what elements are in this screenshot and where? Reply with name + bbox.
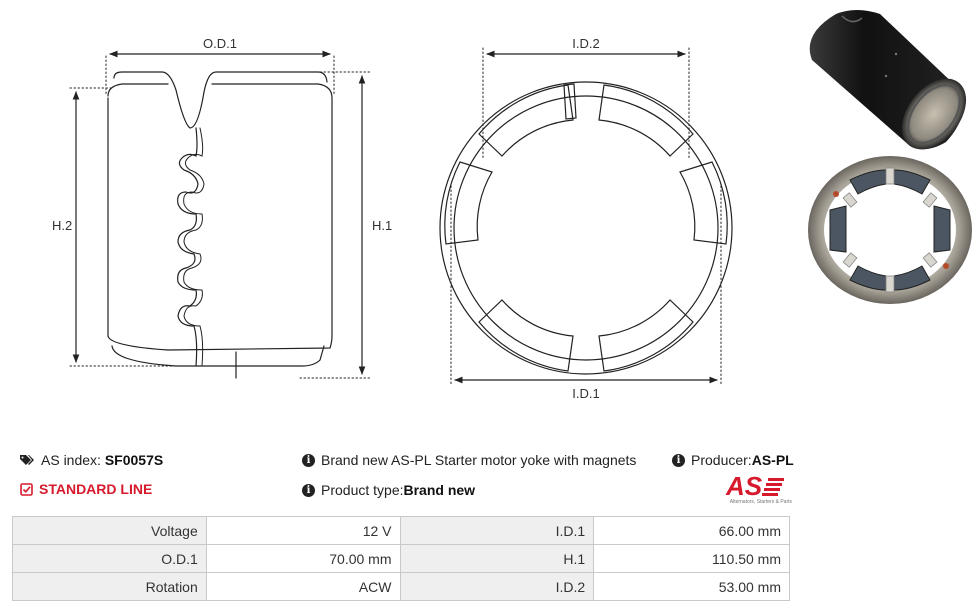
spec-value: 12 V — [206, 517, 400, 545]
product-type-info — [302, 481, 475, 499]
yoke-top-view — [440, 82, 732, 374]
spec-label: I.D.1 — [400, 517, 594, 545]
info-icon: i — [672, 454, 685, 467]
product-type-value: Brand new — [403, 482, 476, 498]
spec-value: 110.50 mm — [594, 545, 790, 573]
standard-line-label: STANDARD LINE — [39, 481, 153, 497]
producer-label: Producer: — [691, 452, 752, 468]
info-icon: i — [302, 454, 315, 467]
producer-value: AS-PL — [751, 452, 794, 468]
as-pl-logo-mark — [706, 471, 794, 505]
logo-text: AS — [726, 471, 763, 501]
as-index-value: SF0057S — [104, 452, 164, 468]
yoke-interior-photo[interactable] — [806, 154, 974, 306]
check-square-icon — [20, 483, 33, 496]
spec-value: ACW — [206, 573, 400, 601]
spec-label: Rotation — [13, 573, 207, 601]
product-type-label: Product type: — [321, 482, 404, 498]
spec-table — [12, 516, 790, 601]
spec-label: I.D.2 — [400, 573, 594, 601]
spec-value: 53.00 mm — [594, 573, 790, 601]
info-icon: i — [302, 484, 315, 497]
h1-label: H.1 — [372, 218, 393, 233]
table-row — [13, 545, 790, 573]
spec-label: H.1 — [400, 545, 594, 573]
description-text: Brand new AS-PL Starter motor yoke with magnets — [321, 452, 637, 468]
spec-label: Voltage — [13, 517, 207, 545]
spec-value: 70.00 mm — [206, 545, 400, 573]
h2-label: H.2 — [52, 218, 73, 233]
spec-value: 66.00 mm — [594, 517, 790, 545]
id1-label: I.D.1 — [572, 386, 600, 401]
producer-info — [672, 451, 794, 469]
as-pl-logo — [706, 471, 794, 505]
tags-icon — [20, 454, 35, 466]
id2-label: I.D.2 — [572, 36, 600, 51]
as-index-label: AS index: — [41, 452, 101, 468]
od1-label: O.D.1 — [203, 36, 237, 51]
table-row — [13, 517, 790, 545]
as-index-info — [20, 451, 163, 469]
logo-tagline: Alternators, Starters & Parts — [729, 499, 792, 505]
yoke-side-view — [108, 72, 332, 378]
table-row — [13, 573, 790, 601]
spec-label: O.D.1 — [13, 545, 207, 573]
description-info — [302, 451, 636, 469]
standard-line-badge — [20, 480, 152, 498]
yoke-exterior-photo[interactable] — [806, 4, 974, 152]
